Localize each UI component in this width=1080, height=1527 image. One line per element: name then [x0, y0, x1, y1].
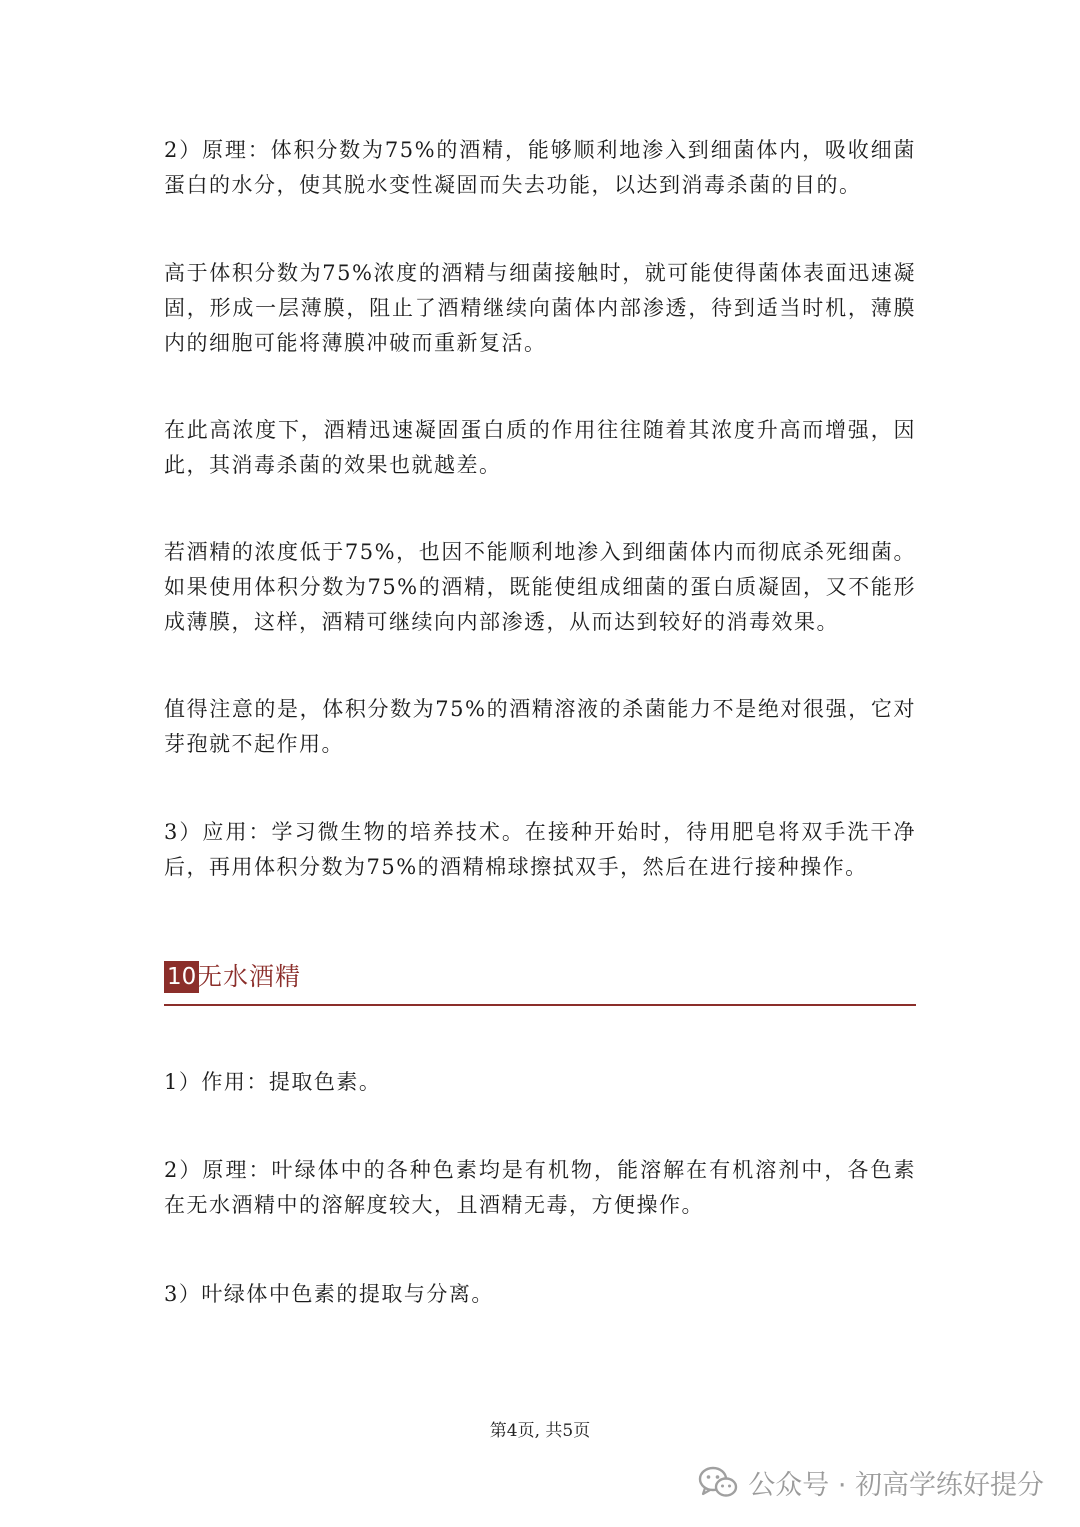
paragraph-extraction: 3）叶绿体中色素的提取与分离。 — [164, 1282, 494, 1306]
paragraph-usage: 1）作用：提取色素。 — [164, 1070, 382, 1094]
wechat-icon — [698, 1465, 738, 1499]
page-footer: 第4页, 共5页 — [489, 1421, 591, 1441]
watermark-text: 公众号 · 初高学练好提分 — [748, 1469, 1044, 1501]
section-title: 无水酒精 — [197, 962, 302, 991]
paragraph-low-concentration: 若酒精的浓度低于75%，也因不能顺利地渗入到细菌体内而彻底杀死细菌。如果使用体积分数为75%的酒精，既能使组成细菌的蛋白质凝固，又不能形成薄膜，这样，酒精可继续向内部渗透，从而达到较好的消毒效果。 — [164, 540, 916, 634]
paragraph-anhydrous-principle: 2）原理：叶绿体中的各种色素均是有机物，能溶解在有机溶剂中，各色素在无水酒精中的溶解度较大，且酒精无毒，方便操作。 — [164, 1158, 916, 1217]
section-number-badge: 10 — [164, 961, 199, 993]
paragraph-note: 值得注意的是，体积分数为75%的酒精溶液的杀菌能力不是绝对很强，它对芽孢就不起作用。 — [164, 697, 916, 756]
watermark — [698, 1460, 1044, 1504]
paragraph-application: 3）应用：学习微生物的培养技术。在接种开始时，待用肥皂将双手洗干净后，再用体积分数为75%的酒精棉球擦拭双手，然后在进行接种操作。 — [164, 820, 916, 879]
paragraph-coagulation-effect: 在此高浓度下，酒精迅速凝固蛋白质的作用往往随着其浓度升高而增强，因此，其消毒杀菌的效果也就越差。 — [164, 418, 916, 477]
paragraph-high-concentration: 高于体积分数为75%浓度的酒精与细菌接触时，就可能使得菌体表面迅速凝固，形成一层薄膜，阻止了酒精继续向菌体内部渗透，待到适当时机，薄膜内的细胞可能将薄膜冲破而重新复活。 — [164, 261, 916, 355]
section-heading — [164, 958, 916, 1006]
paragraph-principle: 2）原理：体积分数为75%的酒精，能够顺利地渗入到细菌体内，吸收细菌蛋白的水分，使其脱水变性凝固而失去功能，以达到消毒杀菌的目的。 — [164, 138, 916, 197]
